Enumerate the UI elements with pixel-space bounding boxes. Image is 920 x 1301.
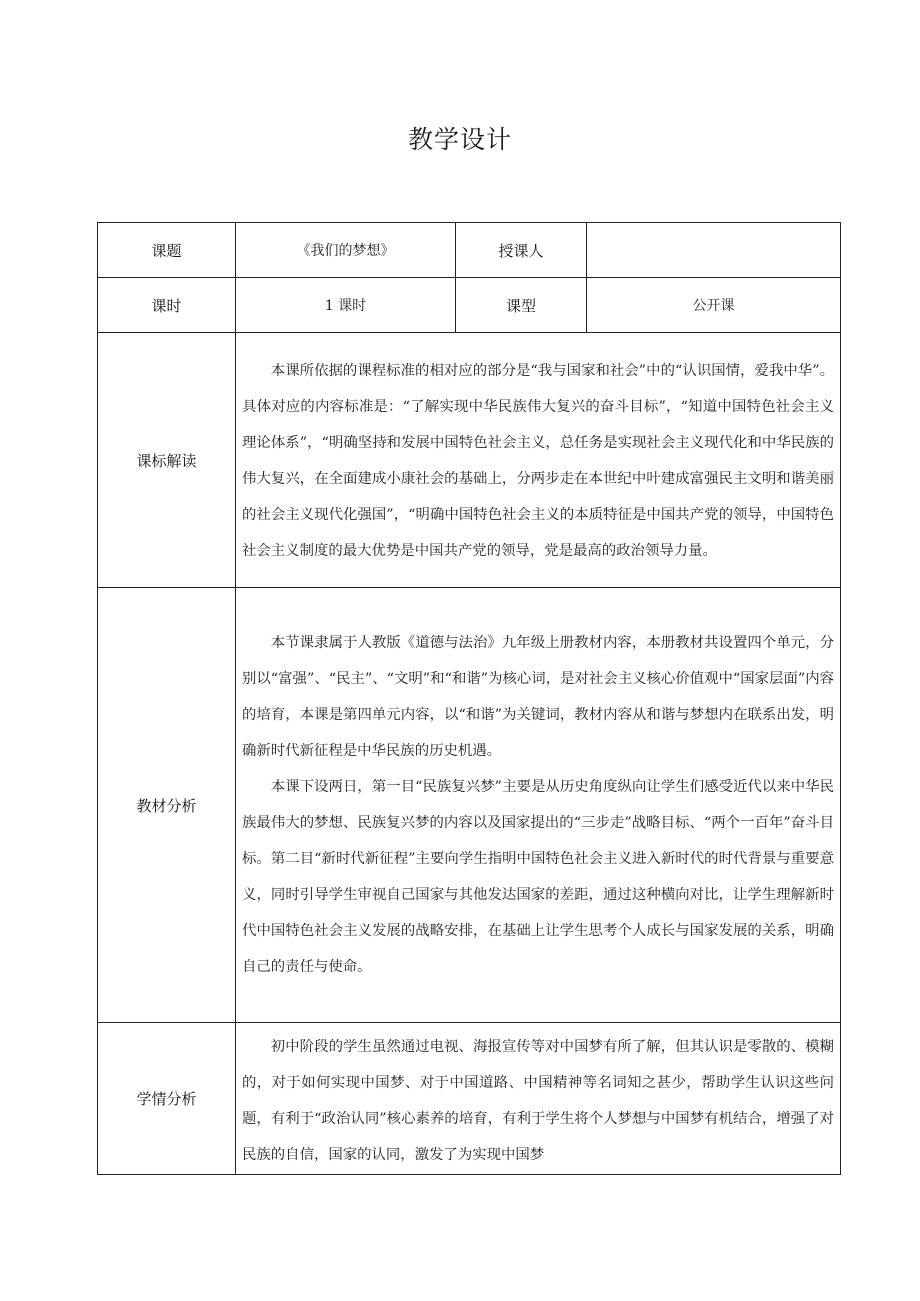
lesson-plan-table <box>97 222 841 1175</box>
table-row <box>98 278 841 333</box>
curriculum-paragraph: 本课所依据的课程标准的相对应的部分是“我与国家和社会”中的“认识国情，爱我中华”。具体对应的内容标准是：“了解实现中华民族伟大复兴的奋斗目标”，“知道中国特色社会主义理论体系”，“明确坚持和发展中国特色社会主义，总任务是实现社会主义现代化和中华民族的伟大复兴，在全面建成小康社会的基础上，分两步走在本世纪中叶建成富强民主文明和谐美丽的社会主义现代化强国”，“明确中国特色社会主义的本质特征是中国共产党的领导，中国特色社会主义制度的最大优势是中国共产党的领导，党是最高的政治领导力量。 <box>242 363 834 559</box>
students-text <box>236 1023 841 1175</box>
teacher-label: 授课人 <box>456 223 587 278</box>
table-row <box>98 1023 841 1175</box>
students-label: 学情分析 <box>98 1023 236 1175</box>
topic-value: 《我们的梦想》 <box>236 223 456 278</box>
table-row <box>98 588 841 1023</box>
table-row <box>98 223 841 278</box>
topic-label: 课题 <box>98 223 236 278</box>
type-value: 公开课 <box>587 278 841 333</box>
period-label: 课时 <box>98 278 236 333</box>
textbook-label: 教材分析 <box>98 588 236 1023</box>
document-title: 教学设计 <box>407 125 512 154</box>
period-value: 1 课时 <box>236 278 456 333</box>
students-paragraph: 初中阶段的学生虽然通过电视、海报宣传等对中国梦有所了解，但其认识是零散的、模糊的，对于如何实现中国梦、对于中国道路、中国精神等名词知之甚少，帮助学生认识这些问题，有利于“政治认同”核心素养的培育，有利于学生将个人梦想与中国梦有机结合，增强了对民族的自信，国家的认同，激发了为实现中国梦 <box>242 1039 834 1163</box>
type-label: 课型 <box>456 278 587 333</box>
textbook-paragraph: 本节课隶属于人教版《道德与法治》九年级上册教材内容，本册教材共设置四个单元，分别以“富强”、“民主”、“文明”和“和谐”为核心词，是对社会主义核心价值观中“国家层面”内容的培育，本课是第四单元内容，以“和谐”为关键词，教材内容从和谐与梦想内在联系出发，明确新时代新征程是中华民族的历史机遇。 <box>242 635 834 759</box>
curriculum-text <box>236 333 841 588</box>
table-row <box>98 333 841 588</box>
textbook-paragraph: 本课下设两日，第一目“民族复兴梦”主要是从历史角度纵向让学生们感受近代以来中华民族最伟大的梦想、民族复兴梦的内容以及国家提出的“三步走”战略目标、“两个一百年”奋斗目标。第二目“新时代新征程”主要向学生指明中国特色社会主义进入新时代的时代背景与重要意义，同时引导学生审视自己国家与其他发达国家的差距，通过这种横向对比，让学生理解新时代中国特色社会主义发展的战略安排，在基础上让学生思考个人成长与国家发展的关系，明确自己的责任与使命。 <box>242 779 834 975</box>
teacher-value <box>587 223 841 278</box>
textbook-text <box>236 588 841 1023</box>
curriculum-label: 课标解读 <box>98 333 236 588</box>
